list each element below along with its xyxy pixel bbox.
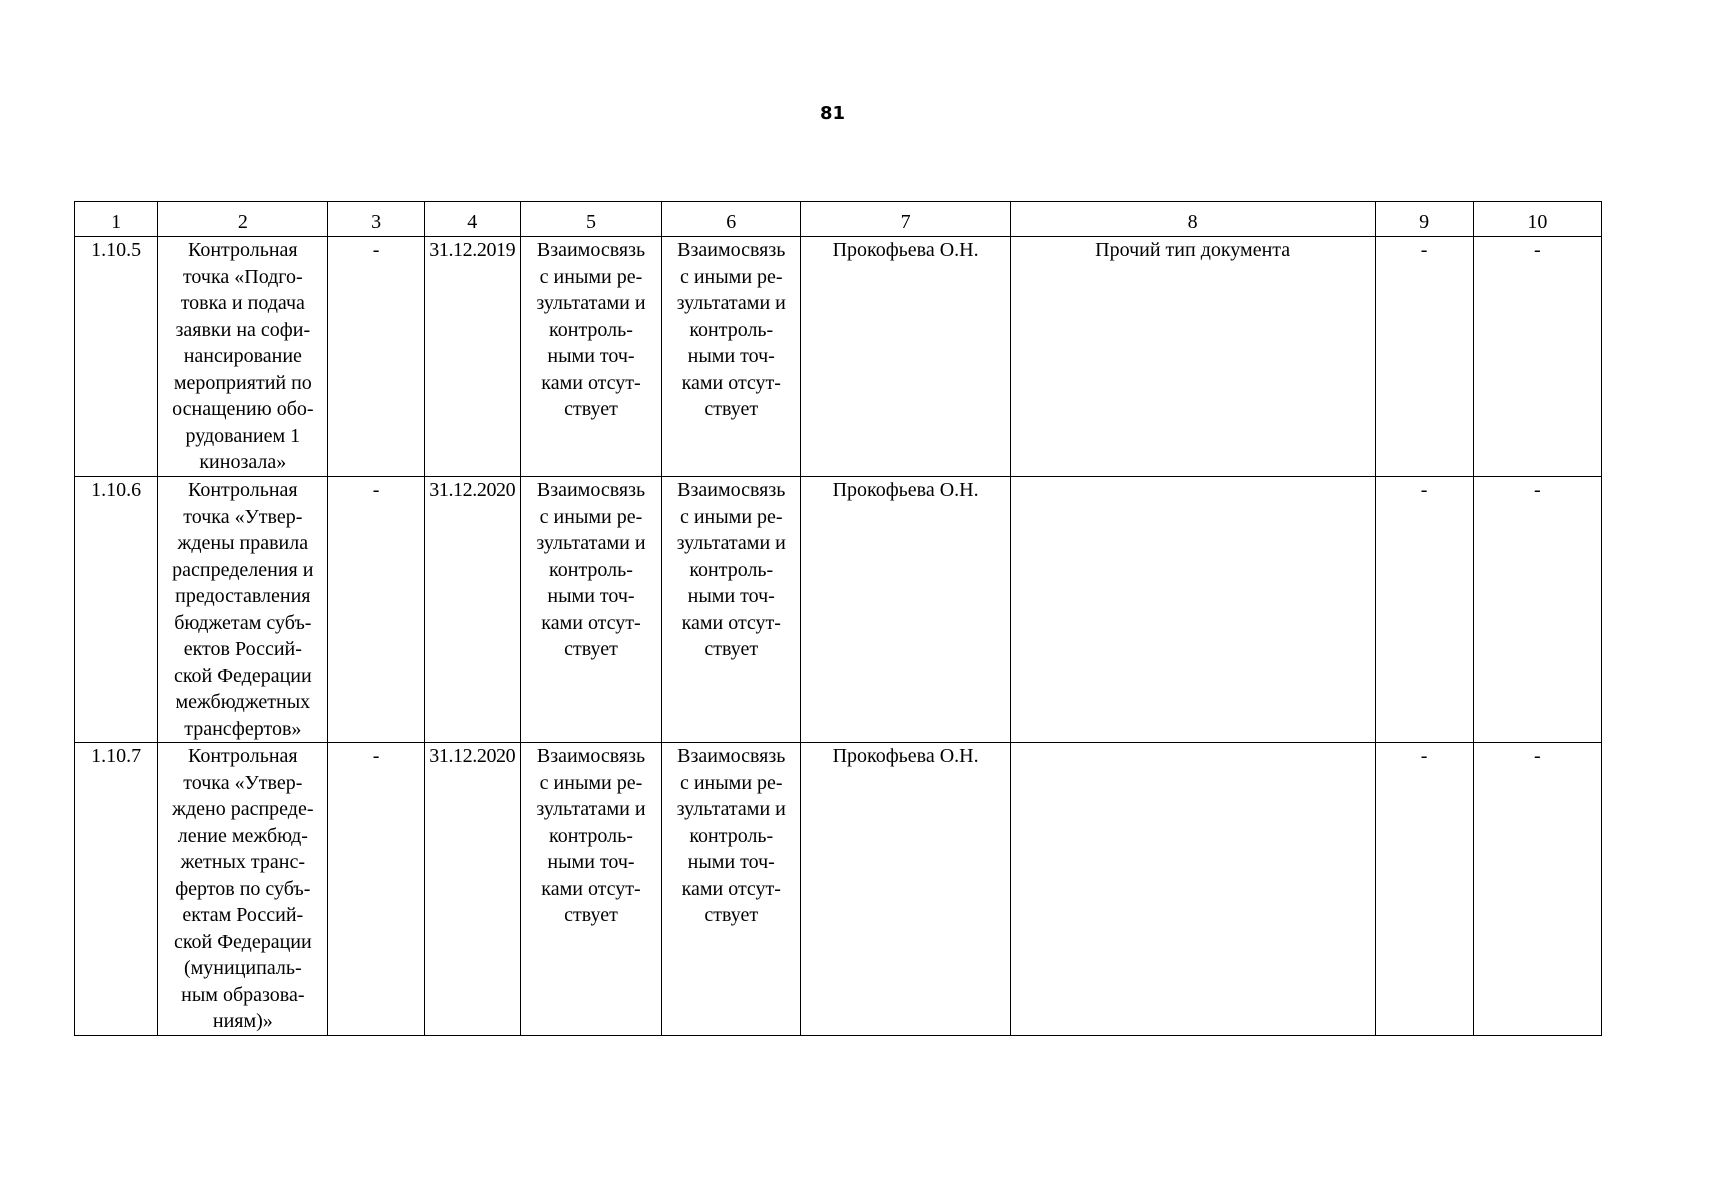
relation-text: Взаимосвязь с иными ре- зультатами и контроль- ными точ- ками отсут- ствует (676, 745, 786, 926)
column-5-value (520, 477, 661, 743)
column-header-7: 7 (801, 202, 1010, 237)
column-header-8: 8 (1010, 202, 1375, 237)
column-10-value: - (1473, 743, 1601, 1036)
responsible-person: Прокофьева О.Н. (801, 237, 1010, 477)
responsible-person: Прокофьева О.Н. (801, 477, 1010, 743)
deadline-date: 31.12.2020 (424, 477, 520, 743)
column-header-5: 5 (520, 202, 661, 237)
responsible-person: Прокофьева О.Н. (801, 743, 1010, 1036)
control-point-name (158, 743, 328, 1036)
column-3-value: - (328, 743, 424, 1036)
deadline-date: 31.12.2020 (424, 743, 520, 1036)
control-point-name (158, 237, 328, 477)
column-header-10: 10 (1473, 202, 1601, 237)
control-point-name-text: Контрольная точка «Утвер- ждены правила распределения и предоставления бюджетам субъ- ектов Россий- ской Федерации межбюджетных трансфертов» (172, 479, 314, 740)
document-type (1010, 743, 1375, 1036)
column-3-value: - (328, 237, 424, 477)
row-number: 1.10.6 (75, 477, 158, 743)
page-number: 81 (819, 103, 846, 124)
relation-text: Взаимосвязь с иными ре- зультатами и контроль- ными точ- ками отсут- ствует (536, 479, 646, 660)
column-10-value: - (1473, 477, 1601, 743)
column-header-2: 2 (158, 202, 328, 237)
relation-text: Взаимосвязь с иными ре- зультатами и контроль- ными точ- ками отсут- ствует (536, 239, 646, 420)
relation-text: Взаимосвязь с иными ре- зультатами и контроль- ными точ- ками отсут- ствует (676, 479, 786, 660)
control-points-table (74, 201, 1602, 1036)
column-3-value: - (328, 477, 424, 743)
relation-text: Взаимосвязь с иными ре- зультатами и контроль- ными точ- ками отсут- ствует (536, 745, 646, 926)
column-header-3: 3 (328, 202, 424, 237)
table-row (75, 743, 1602, 1036)
column-6-value (662, 743, 801, 1036)
column-header-4: 4 (424, 202, 520, 237)
column-10-value: - (1473, 237, 1601, 477)
column-5-value (520, 743, 661, 1036)
deadline-date: 31.12.2019 (424, 237, 520, 477)
document-type (1010, 477, 1375, 743)
column-9-value: - (1375, 237, 1473, 477)
column-header-6: 6 (662, 202, 801, 237)
column-header-9: 9 (1375, 202, 1473, 237)
table-row (75, 237, 1602, 477)
column-6-value (662, 477, 801, 743)
control-point-name-text: Контрольная точка «Утвер- ждено распреде- ление межбюд- жетных транс- фертов по субъ- ектам Россий- ской Федерации (муниципаль- ным образова- ниям)» (172, 745, 314, 1032)
row-number: 1.10.7 (75, 743, 158, 1036)
column-5-value (520, 237, 661, 477)
control-point-name-text: Контрольная точка «Подго- товка и подача заявки на софи- нансирование мероприятий по оснащению обо- рудованием 1 кинозала» (172, 239, 314, 473)
control-point-name (158, 477, 328, 743)
table-row (75, 477, 1602, 743)
column-9-value: - (1375, 743, 1473, 1036)
column-header-1: 1 (75, 202, 158, 237)
row-number: 1.10.5 (75, 237, 158, 477)
column-9-value: - (1375, 477, 1473, 743)
document-type: Прочий тип документа (1010, 237, 1375, 477)
relation-text: Взаимосвязь с иными ре- зультатами и контроль- ными точ- ками отсут- ствует (676, 239, 786, 420)
header-row (75, 202, 1602, 237)
column-6-value (662, 237, 801, 477)
